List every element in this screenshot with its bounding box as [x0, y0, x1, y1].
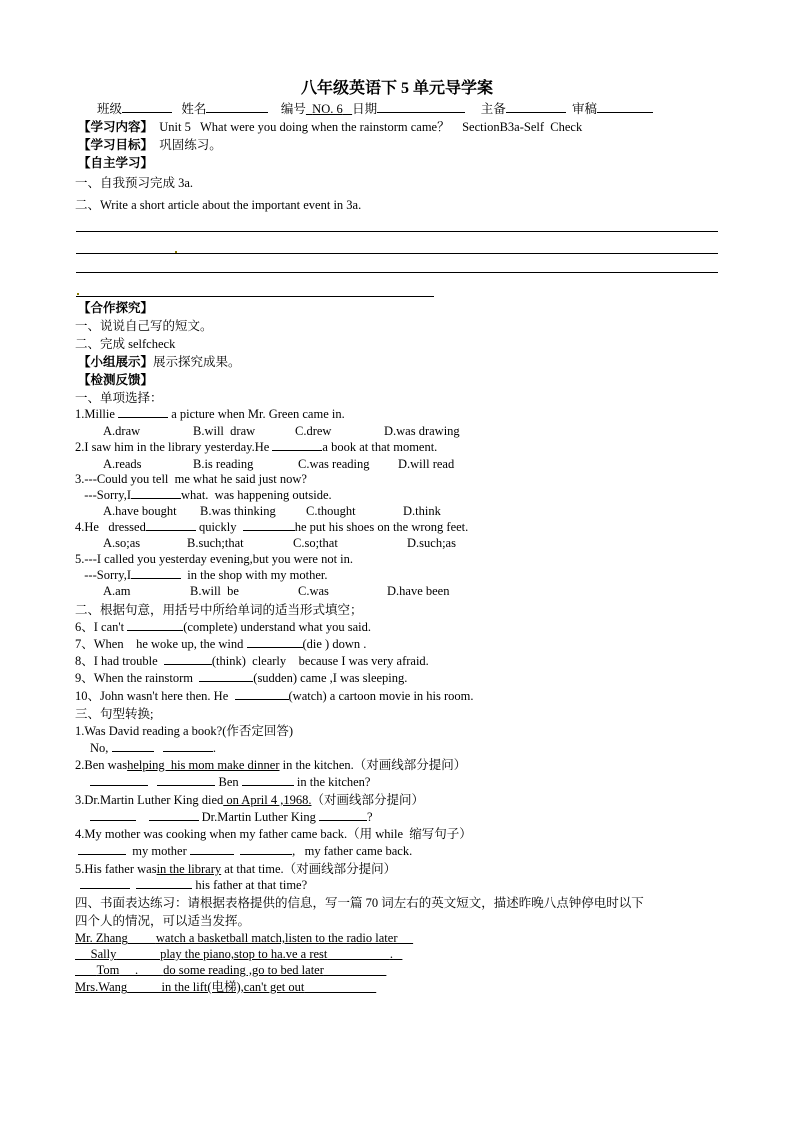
writing-line-2[interactable]	[76, 253, 718, 254]
writing-line-3[interactable]	[76, 272, 718, 273]
info-row-1: Mr. Zhang watch a basketball match,listen to the radio later	[75, 931, 398, 945]
fill-7: 7、When he woke up, the wind (die ) down .	[75, 637, 367, 651]
reviewer-blank[interactable]	[597, 101, 653, 113]
answer-blank[interactable]	[118, 406, 168, 418]
option: A.am	[103, 584, 131, 598]
option: C.drew	[295, 424, 332, 438]
question-3: 3.---Could you tell me what he said just now?	[75, 472, 307, 486]
answer-blank[interactable]	[131, 567, 181, 579]
self-study-label: 【自主学习】	[78, 156, 154, 170]
number-label: 编号	[280, 102, 306, 116]
answer-blank[interactable]	[243, 519, 295, 531]
question-4: 4.He dressed quickly he put his shoes on the wrong feet.	[75, 520, 469, 534]
fill-10: 10、John wasn't here then. He (watch) a cartoon movie in his room.	[75, 689, 474, 703]
editor-blank[interactable]	[506, 101, 566, 113]
option: D.will read	[398, 457, 455, 471]
fill-6: 6、I can't (complete) understand what you said.	[75, 620, 372, 634]
question-2: 2.I saw him in the library yesterday.He a book at that moment.	[75, 440, 438, 454]
writing-line-4[interactable]	[76, 296, 434, 297]
option: C.so;that	[293, 536, 338, 550]
answer-blank[interactable]	[164, 653, 212, 665]
cooperation-item-2: 二、完成 selfcheck	[75, 337, 176, 351]
answer-blank[interactable]	[247, 636, 303, 648]
answer-blank[interactable]	[319, 809, 367, 821]
option: A.have bought	[103, 504, 177, 518]
section2-heading: 二、根据句意，用括号中所给单词的适当形式填空；	[75, 603, 363, 617]
section3-heading: 三、句型转换;	[75, 707, 154, 721]
self-study-item-1: 一、自我预习完成 3a.	[75, 176, 194, 190]
feedback-label: 【检测反馈】	[78, 373, 154, 387]
option: A.draw	[103, 424, 141, 438]
answer-blank[interactable]	[80, 877, 130, 889]
option: B.will be	[190, 584, 239, 598]
question-5-reply: ---Sorry,I in the shop with my mother.	[78, 568, 328, 582]
group-show-line: 【小组展示】展示探究成果。	[78, 355, 241, 369]
answer-blank[interactable]	[272, 439, 322, 451]
option: A.reads	[103, 457, 142, 471]
info-row-4: Mrs.Wang in the lift(电梯),can't get out	[75, 980, 305, 994]
speck	[77, 293, 79, 295]
answer-blank[interactable]	[242, 774, 294, 786]
option: D.think	[403, 504, 441, 518]
option: D.such;as	[407, 536, 456, 550]
option: A.so;as	[103, 536, 141, 550]
question-3-reply: ---Sorry,I what. was happening outside.	[78, 488, 332, 502]
class-blank[interactable]	[122, 101, 172, 113]
answer-blank[interactable]	[90, 774, 148, 786]
date-label: 日期	[352, 102, 378, 116]
answer-blank[interactable]	[136, 877, 192, 889]
option: D.was drawing	[384, 424, 460, 438]
answer-blank[interactable]	[112, 740, 154, 752]
name-blank[interactable]	[206, 101, 268, 113]
header-fields	[97, 101, 653, 117]
content-line: 【学习内容】 Unit 5 What were you doing when the rainstorm came？ SectionB3a-Self Check	[78, 120, 583, 134]
date-blank[interactable]	[377, 101, 465, 113]
transform-2: 2.Ben washelping his mom make dinner in the kitchen.（对画线部分提问）	[75, 758, 467, 772]
section4-heading-2: 四个人的情况，可以适当发挥。	[75, 914, 251, 928]
class-label: 班级	[97, 102, 123, 116]
answer-blank[interactable]	[149, 809, 199, 821]
transform-4: 4.My mother was cooking when my father came back.（用 while 缩写句子）	[75, 827, 472, 841]
option: B.will draw	[193, 424, 256, 438]
transform-1: 1.Was David reading a book?(作否定回答)	[75, 724, 294, 738]
answer-blank[interactable]	[157, 774, 215, 786]
answer-blank[interactable]	[146, 519, 196, 531]
transform-4-answer: my mother , my father came back.	[78, 843, 412, 859]
option: B.such;that	[187, 536, 244, 550]
fill-8: 8、I had trouble (think) clearly because I was very afraid.	[75, 654, 429, 668]
section4-heading: 四、书面表达练习：请根据表格提供的信息，写一篇 70 词左右的英文短文，描述昨晚八点钟停电时以下	[75, 896, 644, 910]
answer-blank[interactable]	[199, 670, 253, 682]
transform-5: 5.His father wasin the library at that time.（对画线部分提问）	[75, 862, 397, 876]
question-1: 1.Millie a picture when Mr. Green came in.	[75, 407, 345, 421]
cooperation-item-1: 一、说说自己写的短文。	[75, 319, 213, 333]
answer-blank[interactable]	[163, 740, 213, 752]
writing-line-1[interactable]	[76, 231, 718, 232]
fill-9: 9、When the rainstorm (sudden) came ,I was sleeping.	[75, 671, 408, 685]
option: B.is reading	[193, 457, 254, 471]
info-row-2: Sally play the piano,stop to ha.ve a rest .	[90, 947, 394, 961]
answer-blank[interactable]	[190, 843, 234, 855]
transform-1-answer: No, .	[90, 741, 217, 755]
goal-line: 【学习目标】 巩固练习。	[78, 138, 222, 152]
option: D.have been	[387, 584, 450, 598]
transform-3-answer: Dr.Martin Luther King ?	[90, 809, 373, 825]
option: B.was thinking	[200, 504, 276, 518]
reviewer-label: 审稿	[572, 102, 598, 116]
editor-label: 主备	[480, 102, 506, 116]
option: C.was reading	[298, 457, 370, 471]
answer-blank[interactable]	[131, 487, 181, 499]
option: C.was	[298, 584, 329, 598]
answer-blank[interactable]	[127, 619, 183, 631]
question-5: 5.---I called you yesterday evening,but you were not in.	[75, 552, 354, 566]
speck	[175, 251, 177, 253]
info-row-3: Tom . do some reading ,go to bed later	[96, 963, 324, 977]
answer-blank[interactable]	[78, 843, 126, 855]
option: C.thought	[306, 504, 356, 518]
self-study-item-2: 二、Write a short article about the important event in 3a.	[75, 198, 362, 212]
answer-blank[interactable]	[235, 688, 289, 700]
number-value: NO. 6	[312, 102, 343, 116]
name-label: 姓名	[181, 102, 207, 116]
transform-3: 3.Dr.Martin Luther King died on April 4 ,1968.（对画线部分提问）	[75, 793, 424, 807]
transform-2-answer: Ben in the kitchen?	[90, 774, 370, 790]
cooperation-label: 【合作探究】	[78, 301, 154, 315]
answer-blank[interactable]	[90, 809, 136, 821]
section1-heading: 一、单项选择：	[75, 391, 163, 405]
transform-5-answer: his father at that time?	[80, 877, 307, 893]
answer-blank[interactable]	[240, 843, 292, 855]
page-title: 八年级英语下 5 单元导学案	[300, 80, 493, 97]
